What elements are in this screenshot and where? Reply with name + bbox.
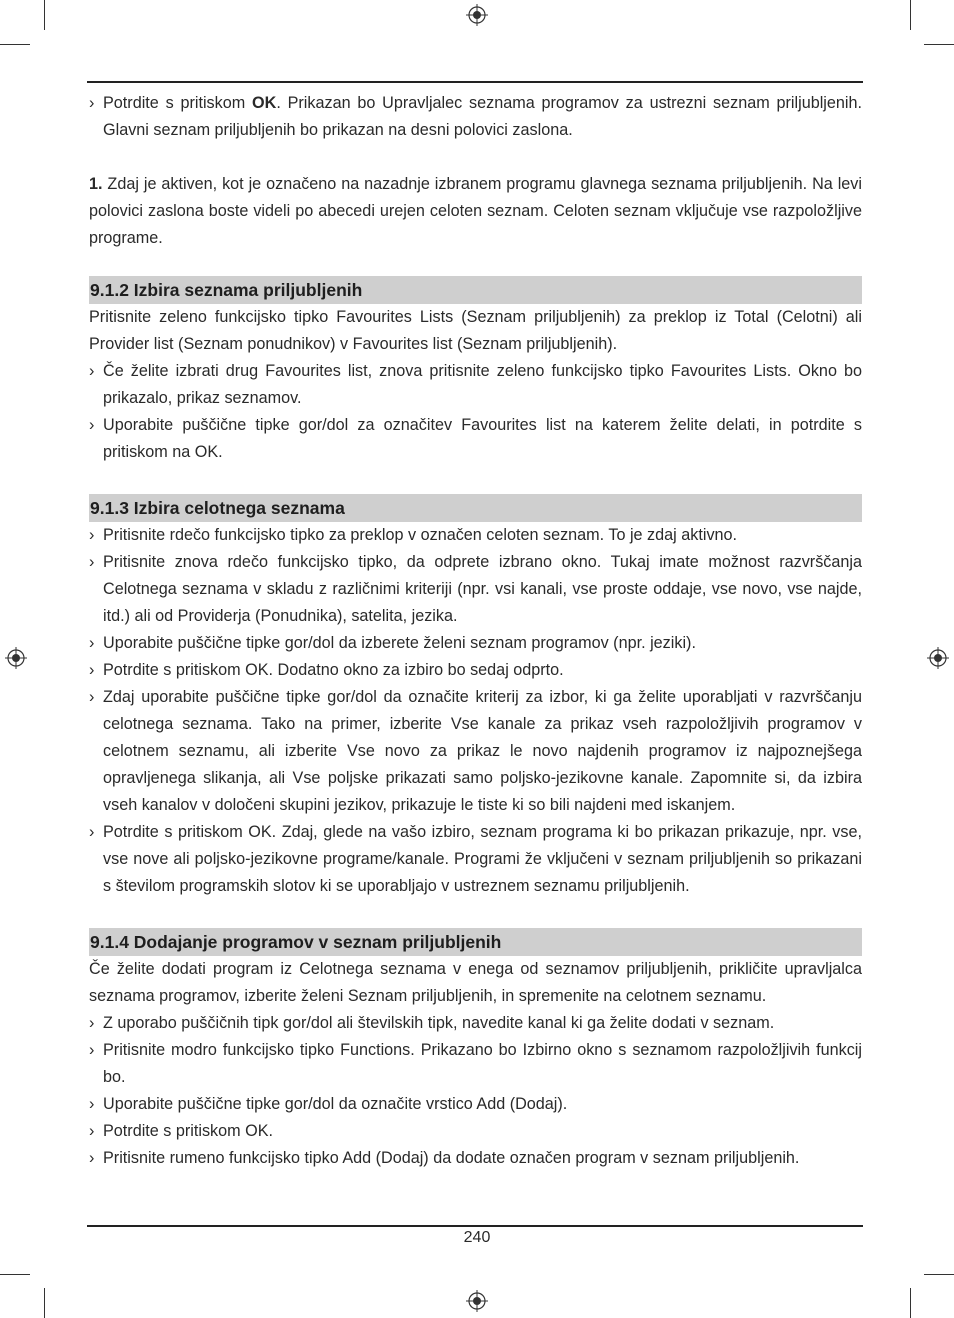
list-item: › Uporabite puščične tipke gor/dol za označitev Favourites list na katerem želite delati, in potrdite s pritiskom na OK.: [89, 412, 862, 466]
crop-mark: [924, 1274, 954, 1275]
crop-mark: [910, 0, 911, 30]
page-number: 240: [463, 1229, 491, 1246]
crop-mark: [924, 44, 954, 45]
section-paragraph: Pritisnite zeleno funkcijsko tipko Favourites Lists (Seznam priljubljenih) za preklop iz Total (Celotni) ali Provider list (Seznam ponudnikov) v Favourites list (Seznam priljubljenih).: [89, 308, 862, 353]
list-item: › Uporabite puščične tipke gor/dol da izberete želeni seznam programov (npr. jeziki).: [89, 630, 862, 657]
footer-rule: [87, 1225, 863, 1227]
list-item: › Pritisnite modro funkcijsko tipko Functions. Prikazano bo Izbirno okno s seznamom razpoložljivih funkcij bo.: [89, 1037, 862, 1091]
intro-bullet-text: Potrdite s pritiskom: [103, 94, 253, 112]
list-item: › Zdaj uporabite puščične tipke gor/dol da označite kriterij za izbor, ki ga želite uporabljati v razvrščanju celotnega seznama. Tako na primer, izberite Vse kanale za prikaz vseh razpoložljivih programov v celotnem seznamu, ali izberite Vse novo za prikaz le novo najdenih programov iz najpoznejšega opravljenega slikanja, ali Vse poljske prikazati samo poljsko-jezikovne kanale. Zapomnite si, da izbira vseh kanalov v določeni skupini jezikov, prikazuje le tiste ki so bili najdeni med iskanjem.: [89, 684, 862, 819]
registration-mark-icon: [466, 1290, 488, 1312]
crop-mark: [44, 0, 45, 30]
crop-mark: [910, 1288, 911, 1318]
header-rule: [87, 81, 863, 83]
list-item: › Pritisnite rumeno funkcijsko tipko Add (Dodaj) da dodate označen program v seznam priljubljenih.: [89, 1145, 862, 1172]
section-paragraph: Če želite dodati program iz Celotnega seznama v enega od seznamov priljubljenih, prikličite upravljalca seznama programov, izberite želeni Seznam priljubljenih, in spremenite na celotnem seznamu.: [89, 960, 862, 1005]
crop-mark: [0, 44, 30, 45]
list-item: › Uporabite puščične tipke gor/dol da označite vrstico Add (Dodaj).: [89, 1091, 862, 1118]
section-heading: 9.1.4 Dodajanje programov v seznam priljubljenih: [89, 928, 862, 956]
page-content: [89, 90, 862, 1172]
list-item: › Če želite izbrati drug Favourites list, znova pritisnite zeleno funkcijsko tipko Favourites Lists. Okno bo prikazalo, prikaz seznamov.: [89, 358, 862, 412]
list-item: › Potrdite s pritiskom OK.: [89, 1118, 862, 1145]
list-item: › Pritisnite rdečo funkcijsko tipko za preklop v označen celoten seznam. To je zdaj aktivno.: [89, 522, 862, 549]
step-text: Zdaj je aktiven, kot je označeno na nazadnje izbranem programu glavnega seznama priljubljenih. Na levi polovici zaslona boste videli po abecedi urejen celoten seznam. Celoten seznam vključuje vse razpoložljive programe.: [89, 175, 862, 247]
intro-bullet-bold: OK: [252, 94, 277, 112]
step-number: 1.: [89, 175, 103, 193]
list-item: › Z uporabo puščičnih tipk gor/dol ali številskih tipk, navedite kanal ki ga želite dodati v seznam.: [89, 1010, 862, 1037]
crop-mark: [0, 1274, 30, 1275]
registration-mark-icon: [927, 647, 949, 669]
registration-mark-icon: [466, 4, 488, 26]
list-item: › Potrdite s pritiskom OK. Zdaj, glede na vašo izbiro, seznam programa ki bo prikazan prikazuje, npr. vse, vse nove ali poljsko-jezikovne programe/kanale. Programi že vključeni v seznam priljubljenih so prikazani s številom programskih slotov ki se uporabljajo v ustreznem seznamu priljubljenih.: [89, 819, 862, 900]
step-paragraph: [89, 171, 862, 252]
intro-bullet-text: . Prikazan bo Upravljalec seznama programov za ustrezni seznam priljubljenih. Glavni seznam priljubljenih bo prikazan na desni polovici zaslona.: [103, 94, 862, 139]
list-item: › Pritisnite znova rdečo funkcijsko tipko, da odprete izbrano okno. Tukaj imate možnost razvrščanja Celotnega seznama v skladu z različnimi kriteriji (npr. vsi kanali, vse proste oddaje, vse novo, vse najde, itd.) ali od Providerja (Ponudnika), satelita, jezika.: [89, 549, 862, 630]
crop-mark: [44, 1288, 45, 1318]
section-heading: 9.1.2 Izbira seznama priljubljenih: [89, 276, 862, 304]
registration-mark-icon: [5, 647, 27, 669]
intro-bullet: [89, 90, 862, 144]
list-item: › Potrdite s pritiskom OK. Dodatno okno za izbiro bo sedaj odprto.: [89, 657, 862, 684]
section-heading: 9.1.3 Izbira celotnega seznama: [89, 494, 862, 522]
